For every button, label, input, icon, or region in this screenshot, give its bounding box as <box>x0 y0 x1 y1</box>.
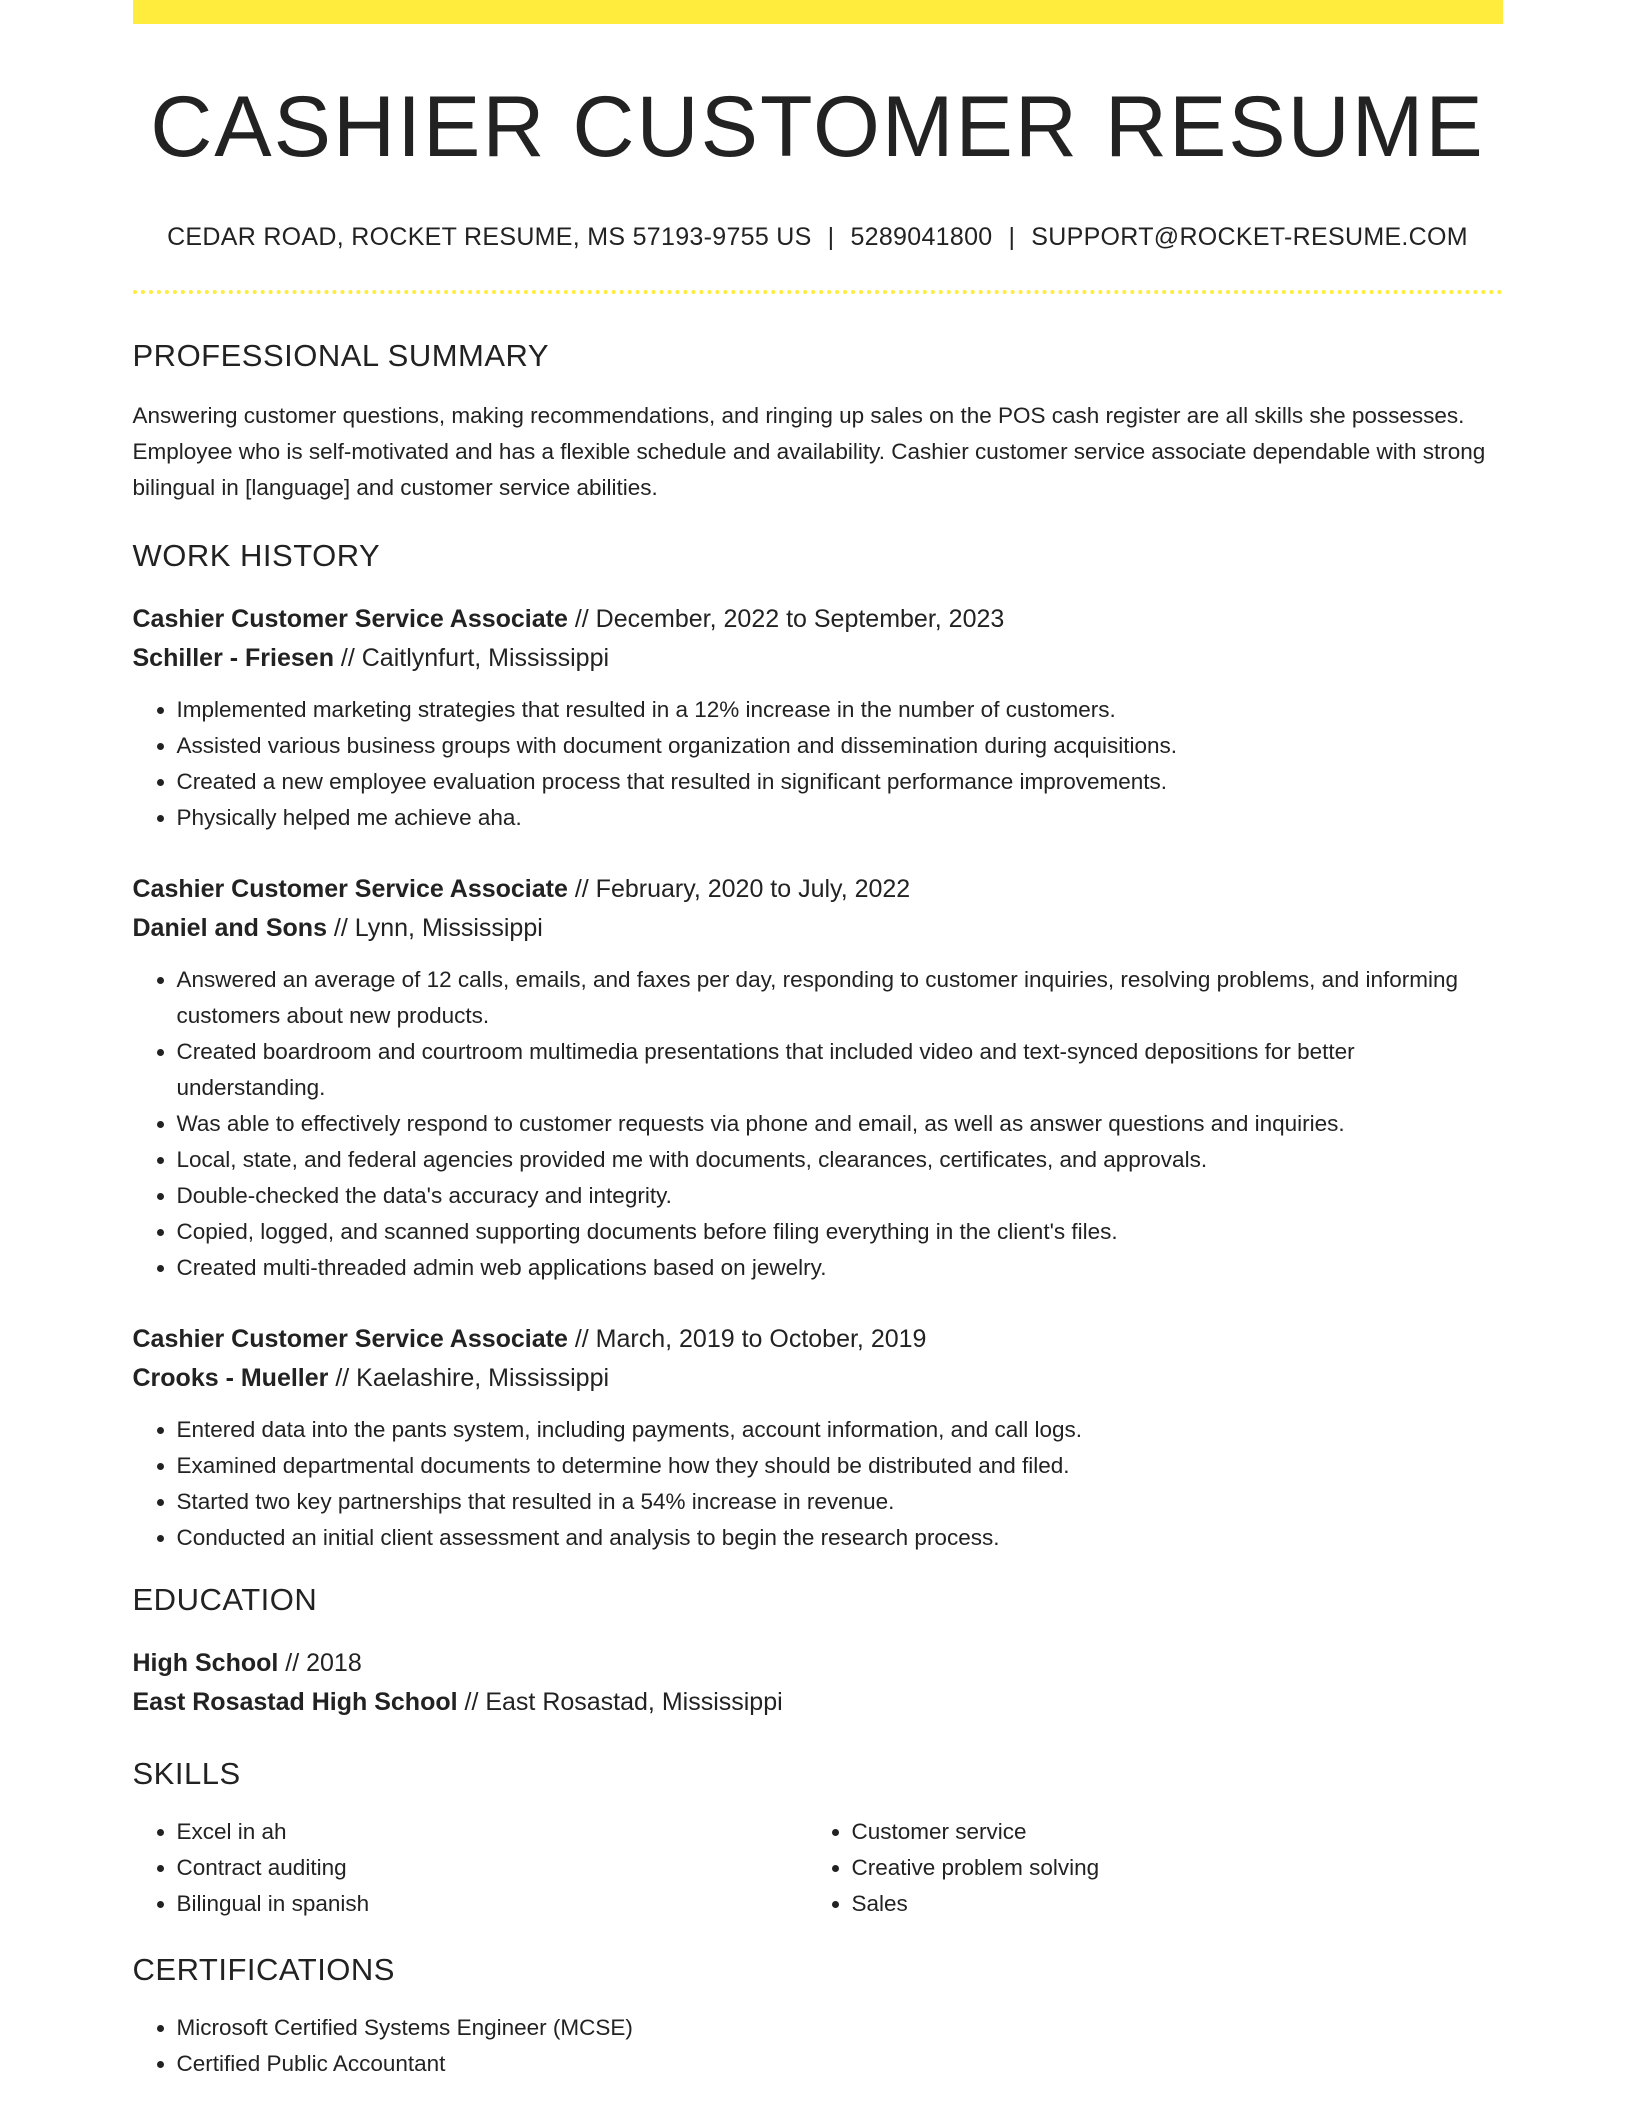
contact-line <box>133 223 1503 252</box>
section-title-certifications: CERTIFICATIONS <box>132 1951 395 1987</box>
education-degree-line <box>133 1644 1503 1683</box>
job-role: Cashier Customer Service Associate <box>132 874 568 903</box>
job-role-line <box>133 600 1503 639</box>
education-degree: High School <box>132 1648 279 1677</box>
education-entry <box>133 1644 1503 1722</box>
list-item: • Sales <box>852 1886 1483 1922</box>
list-item: • Created a new employee evaluation process that resulted in significant performance improvements. <box>177 764 1503 800</box>
section-title-summary: PROFESSIONAL SUMMARY <box>132 337 550 373</box>
list-item: • Microsoft Certified Systems Engineer (MCSE) <box>177 2010 1503 2046</box>
contact-address: CEDAR ROAD, ROCKET RESUME, MS 57193-9755 US <box>167 222 812 251</box>
education-year: // 2018 <box>278 1648 362 1677</box>
contact-separator: | <box>1008 222 1016 251</box>
list-item: • Customer service <box>852 1814 1483 1850</box>
list-item: • Created boardroom and courtroom multimedia presentations that included video and text-synced depositions for better understanding. <box>177 1034 1503 1106</box>
education-location: // East Rosastad, Mississippi <box>457 1687 783 1716</box>
job-company-line <box>133 1359 1503 1398</box>
job-location: // Kaelashire, Mississippi <box>328 1363 610 1392</box>
job-bullets <box>133 1412 1503 1556</box>
job-dates: // March, 2019 to October, 2019 <box>567 1324 927 1353</box>
list-item: • Physically helped me achieve aha. <box>177 800 1503 836</box>
skills-column-right <box>808 1814 1483 1922</box>
education-school: East Rosastad High School <box>132 1687 458 1716</box>
job-location: // Lynn, Mississippi <box>326 913 543 942</box>
certifications-list <box>133 2010 1503 2082</box>
job-bullets <box>133 962 1503 1286</box>
skills-column-left <box>133 1814 808 1922</box>
list-item: • Creative problem solving <box>852 1850 1483 1886</box>
job-company-line <box>133 909 1503 948</box>
contact-separator: | <box>827 222 835 251</box>
list-item: • Certified Public Accountant <box>177 2046 1503 2082</box>
job-role: Cashier Customer Service Associate <box>132 1324 568 1353</box>
skills-grid <box>133 1814 1503 1922</box>
list-item: • Created multi-threaded admin web applications based on jewelry. <box>177 1250 1503 1286</box>
list-item: • Started two key partnerships that resulted in a 54% increase in revenue. <box>177 1484 1503 1520</box>
list-item: • Answered an average of 12 calls, emails, and faxes per day, responding to customer inquiries, resolving problems, and informing customers about new products. <box>177 962 1503 1034</box>
list-item: • Bilingual in spanish <box>177 1886 808 1922</box>
summary-text: Answering customer questions, making recommendations, and ringing up sales on the POS cash register are all skills she possesses. Employee who is self-motivated and has a flexible schedule and availability. Cashier customer service associate dependable with strong bilingual in [language] and customer service abilities. <box>132 402 1486 500</box>
contact-email: SUPPORT@ROCKET-RESUME.COM <box>1031 222 1468 251</box>
job-company-line <box>133 639 1503 678</box>
skills-list <box>808 1814 1483 1922</box>
job-company: Daniel and Sons <box>132 913 327 942</box>
section-title-skills: SKILLS <box>132 1755 241 1791</box>
resume-title: CASHIER CUSTOMER RESUME <box>150 79 1485 175</box>
list-item: • Examined departmental documents to determine how they should be distributed and filed. <box>177 1448 1503 1484</box>
list-item: • Double-checked the data's accuracy and integrity. <box>177 1178 1503 1214</box>
list-item: • Contract auditing <box>177 1850 808 1886</box>
skills-list <box>133 1814 808 1922</box>
list-item: • Entered data into the pants system, including payments, account information, and call logs. <box>177 1412 1503 1448</box>
list-item: • Excel in ah <box>177 1814 808 1850</box>
top-accent-bar <box>133 0 1503 24</box>
job-dates: // February, 2020 to July, 2022 <box>567 874 911 903</box>
job-role: Cashier Customer Service Associate <box>132 604 568 633</box>
job-entry <box>133 600 1503 836</box>
section-title-education: EDUCATION <box>132 1581 318 1617</box>
list-item: • Implemented marketing strategies that resulted in a 12% increase in the number of customers. <box>177 692 1503 728</box>
job-dates: // December, 2022 to September, 2023 <box>567 604 1005 633</box>
job-role-line <box>133 1320 1503 1359</box>
job-role-line <box>133 870 1503 909</box>
list-item: • Local, state, and federal agencies provided me with documents, clearances, certificates, and approvals. <box>177 1142 1503 1178</box>
job-company: Crooks - Mueller <box>132 1363 329 1392</box>
job-company: Schiller - Friesen <box>132 643 334 672</box>
list-item: • Was able to effectively respond to customer requests via phone and email, as well as answer questions and inquiries. <box>177 1106 1503 1142</box>
job-entry <box>133 870 1503 1286</box>
list-item: • Conducted an initial client assessment and analysis to begin the research process. <box>177 1520 1503 1556</box>
job-entry <box>133 1320 1503 1556</box>
education-school-line <box>133 1683 1503 1722</box>
section-title-work-history: WORK HISTORY <box>132 537 381 573</box>
resume-page <box>130 0 1503 2082</box>
job-bullets <box>133 692 1503 836</box>
certifications-block <box>133 2010 1503 2082</box>
dotted-divider <box>133 290 1503 294</box>
contact-phone: 5289041800 <box>850 222 993 251</box>
job-location: // Caitlynfurt, Mississippi <box>333 643 610 672</box>
list-item: • Copied, logged, and scanned supporting documents before filing everything in the client's files. <box>177 1214 1503 1250</box>
list-item: • Assisted various business groups with document organization and dissemination during acquisitions. <box>177 728 1503 764</box>
